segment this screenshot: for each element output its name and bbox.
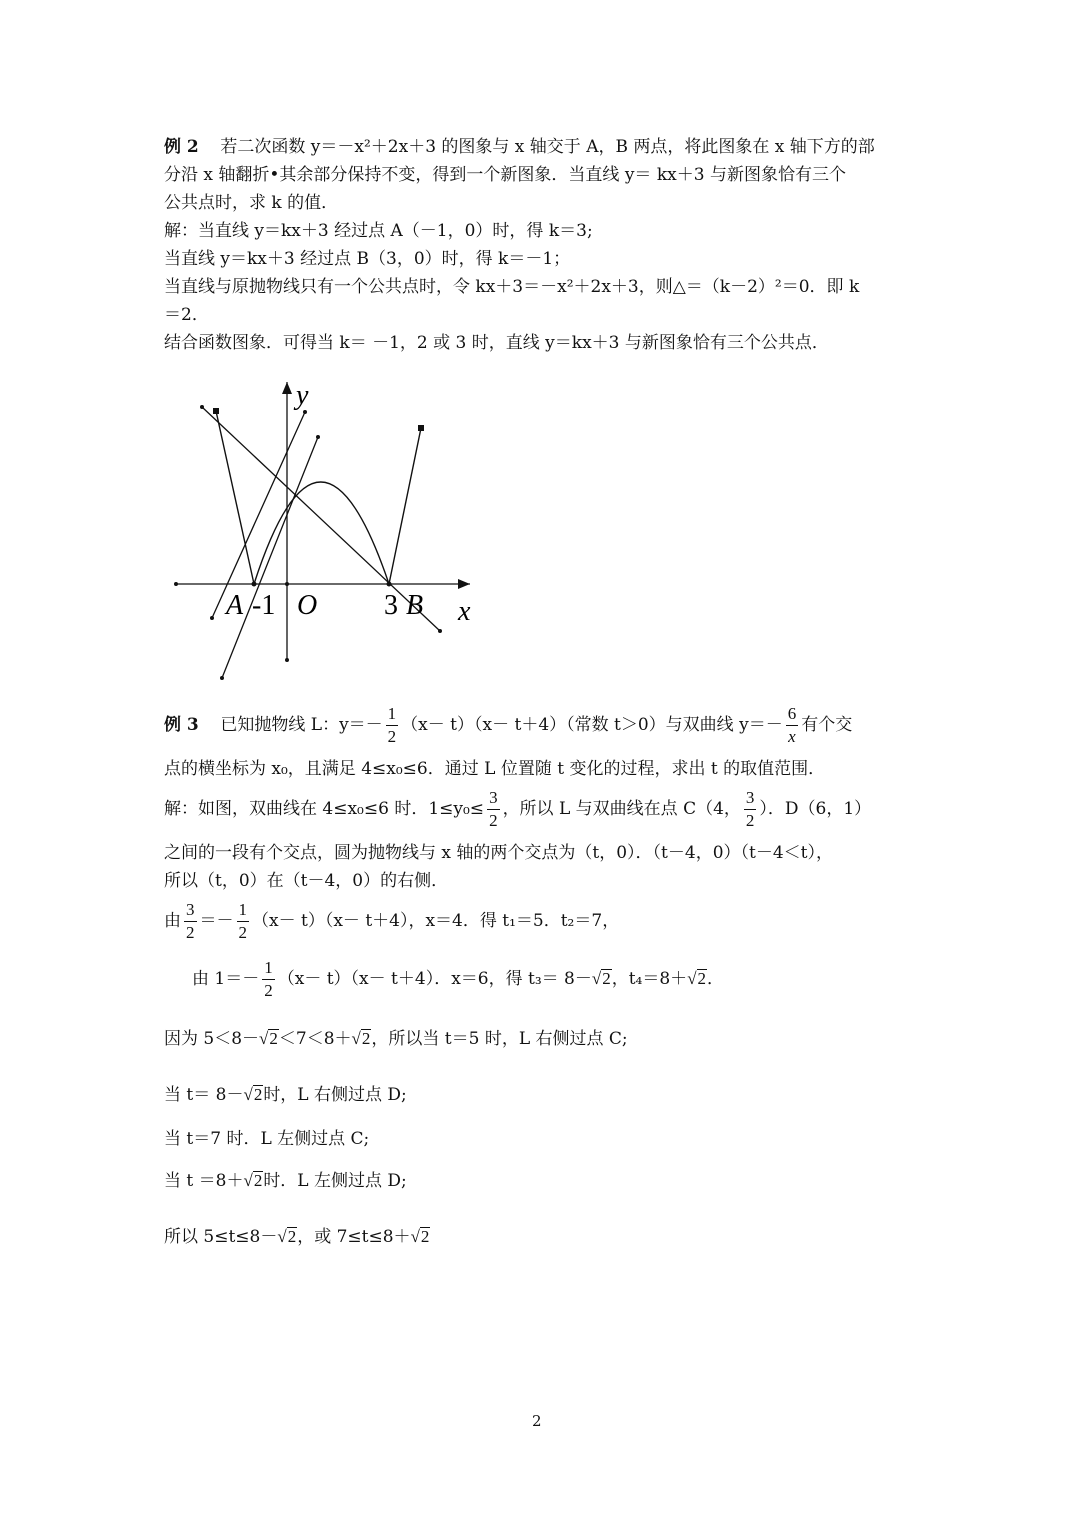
left-branch	[216, 411, 254, 584]
example3-intro-a: 已知抛物线 L：y＝－	[220, 715, 383, 735]
y-axis-label: y	[296, 380, 309, 411]
example3-step1: 由 $\frac{3}{2}$ ＝－ $\frac{1}{2}$ （x－ t）（x－ t＋4），x＝4．得 t₁＝5．t₂＝7，	[164, 900, 620, 942]
fraction-three-halves-3: $\frac{3}{2}$	[186, 900, 195, 942]
example2-solution-line5: 结合函数图象．可得当 k＝ －1，2 或 3 时，直线 y＝kx＋3 与新图象恰有三个公共点．	[164, 333, 829, 353]
example3-conclusion: 所以 5≤t≤8－√2，或 7≤t≤8＋√2	[164, 1227, 430, 1247]
sqrt-two-4: √2	[351, 1029, 371, 1048]
sqrt-two-8: √2	[410, 1227, 430, 1246]
example3-because: 因为 5＜8－√2＜7＜8＋√2，所以当 t＝5 时，L 右侧过点 C;	[164, 1029, 628, 1049]
x-axis-arrow	[458, 579, 470, 589]
fraction-one-half: $\frac{1}{2}$	[387, 704, 397, 746]
point-b-dot	[387, 582, 392, 587]
label-point-a: A	[226, 590, 244, 621]
point-a-dot	[252, 582, 257, 587]
sqrt-two-3: √2	[259, 1029, 278, 1048]
example3-case2: 当 t＝ 8－√2时，L 右侧过点 D;	[164, 1085, 407, 1105]
label-origin: O	[297, 590, 318, 621]
example2-label: 例 2	[164, 137, 199, 157]
fraction-one-half-2: $\frac{1}{2}$	[238, 900, 247, 942]
fraction-three-halves: $\frac{3}{2}$	[489, 788, 498, 830]
sqrt-two-7: √2	[277, 1227, 297, 1246]
example3-step2: 由 1＝－ $\frac{1}{2}$ （x－ t）（x－ t＋4）．x＝6，得 t₃＝ 8－√2，t₄＝8＋√2．	[192, 958, 725, 1000]
fraction-three-halves-2: $\frac{3}{2}$	[745, 788, 755, 830]
page-number: 2	[532, 1412, 542, 1430]
example2-solution-line4: ＝2．	[164, 305, 209, 325]
example2-question-line3: 公共点时，求 k 的值．	[164, 193, 339, 213]
example3-solution-line3: 所以（t，0）在（t－4，0）的右侧．	[164, 871, 449, 891]
example3-solution-line1: 解：如图，双曲线在 4≤x₀≤6 时．1≤y₀≤ $\frac{3}{2}$ ，所以 L 与双曲线在点 C（4， $\frac{3}{2}$ ）．D（6，1）	[164, 788, 872, 830]
right-branch	[389, 428, 421, 584]
example2-solution-line3: 当直线与原抛物线只有一个公共点时，令 kx＋3＝－x²＋2x＋3，则△＝（k－2）²＝0．即 k	[164, 277, 860, 297]
x-axis-label: x	[458, 596, 471, 627]
parabola-arch	[254, 482, 389, 584]
example3-solution-line2: 之间的一段有个交点，圆为抛物线与 x 轴的两个交点为（t，0）．（t－4，0）（t－4＜t），	[164, 843, 833, 863]
graph-figure	[160, 370, 500, 690]
example2-solution-line1: 解：当直线 y＝kx＋3 经过点 A（－1，0）时，得 k＝3;	[164, 221, 593, 241]
fraction-one-half-3: $\frac{1}{2}$	[264, 958, 273, 1000]
fraction-six-over-x: $\frac{6}{x}$	[787, 704, 797, 746]
example3-intro-b: （x－ t）（x－ t＋4）（常数 t＞0）与双曲线 y＝－	[401, 715, 783, 735]
example2-question-line1: 若二次函数 y＝－x²＋2x＋3 的图象与 x 轴交于 A，B 两点，将此图象在 x 轴下方的部	[220, 137, 875, 157]
label-point-b: B	[406, 590, 424, 621]
example2-line1	[164, 136, 875, 158]
example2-solution-line2: 当直线 y＝kx＋3 经过点 B（3，0）时，得 k＝－1；	[164, 249, 571, 269]
example3-question-line2: 点的横坐标为 x₀，且满足 4≤x₀≤6．通过 L 位置随 t 变化的过程，求出 t 的取值范围．	[164, 759, 826, 779]
example3-intro-c: 有个交	[801, 715, 853, 735]
sqrt-two-2: √2	[687, 969, 707, 988]
y-axis-arrow	[282, 382, 292, 394]
example2-question-line2: 分沿 x 轴翻折•其余部分保持不变，得到一个新图象．当直线 y＝ kx＋3 与新图象恰有三个	[164, 165, 846, 185]
sqrt-two-6: √2	[243, 1171, 263, 1190]
sqrt-two: √2	[591, 969, 611, 988]
example3-line1	[164, 702, 852, 748]
line-k-2	[222, 437, 318, 678]
example3-label: 例 3	[164, 715, 199, 735]
example3-case4: 当 t ＝8＋√2时．L 左侧过点 D;	[164, 1171, 407, 1191]
sqrt-two-5: √2	[243, 1085, 263, 1104]
label-tick-neg1: -1	[252, 590, 276, 621]
label-tick-3: 3	[384, 590, 398, 621]
example3-case3: 当 t＝7 时．L 左侧过点 C;	[164, 1129, 370, 1149]
